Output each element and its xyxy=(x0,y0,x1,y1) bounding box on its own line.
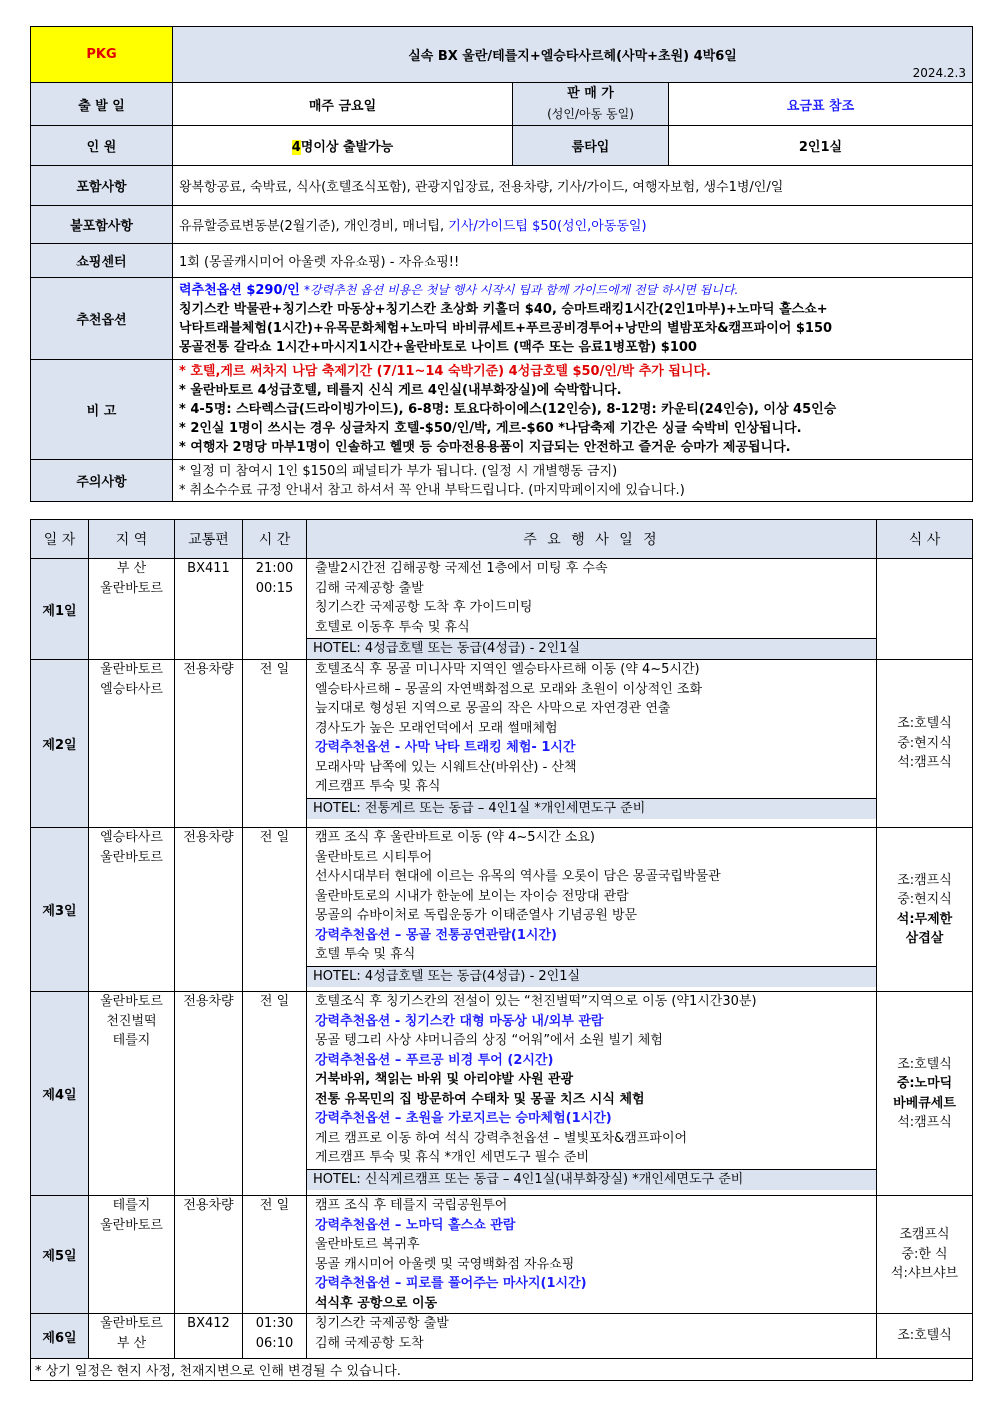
activity-line: 울란바토르 시티투어 xyxy=(315,849,433,865)
remark-value xyxy=(173,360,973,460)
activity-line: 강력추천옵션 - 사막 낙타 트래킹 체험- 1시간 xyxy=(315,740,576,755)
region-cell xyxy=(89,1196,175,1314)
price-value: 요금표 참조 xyxy=(669,83,973,126)
activity-line: 선사시대부터 현대에 이르는 유목의 역사를 오롯이 담은 몽골국립박물관 xyxy=(315,869,721,884)
col-header: 일 자 xyxy=(31,520,89,559)
region-name: 울란바토르 xyxy=(100,1217,163,1233)
hotel-info: HOTEL: 신식게르캠프 또는 동급 – 4인1실(내부화장실) *개인세면도구 준비 xyxy=(307,1169,876,1190)
people-label: 인 원 xyxy=(31,126,173,166)
option-label: 추천옵션 xyxy=(31,278,173,360)
col-header: 지 역 xyxy=(89,520,175,559)
activity-line: 몽골 캐시미어 아울렛 및 국영백화점 자유쇼핑 xyxy=(315,1256,575,1272)
time-value: 전 일 xyxy=(259,994,290,1009)
time-value: 전 일 xyxy=(259,830,290,845)
pkg-badge: PKG xyxy=(31,27,173,83)
transport-cell: 전용차량 xyxy=(175,660,243,828)
option-line: 낙타트래블체험(1시간)+유목문화체험+노마딕 바비큐세트+푸르공비경투어+낭만의 별밤포차&캠프파이어 $150 xyxy=(179,320,833,336)
meal-item: 조:호텔식 xyxy=(897,1056,952,1072)
meal-cell xyxy=(877,1314,973,1359)
caution-line: * 일정 미 참여시 1인 $150의 패널티가 부가 됩니다. (일정 시 개별행동 금지) xyxy=(179,463,618,479)
region-cell xyxy=(89,992,175,1196)
col-header: 주 요 행 사 일 정 xyxy=(307,520,877,559)
time-cell xyxy=(243,559,307,660)
exclude-value xyxy=(173,206,973,244)
schedule-table xyxy=(30,519,973,1381)
region-name: 울란바토르 xyxy=(100,662,163,677)
col-header: 식 사 xyxy=(877,520,973,559)
remark-line: * 울란바토르 4성급호텔, 테를지 신식 게르 4인실(내부화장실)에 숙박합니다. xyxy=(179,383,622,398)
region-name: 부 산 xyxy=(116,1335,147,1351)
transport-cell: 전용차량 xyxy=(175,828,243,992)
region-name: 테를지 xyxy=(112,1033,151,1048)
activity-line: 캠프 조식 후 테를지 국립공원투어 xyxy=(315,1198,508,1213)
activity-line: 캠프 조식 후 울란바트로 이동 (약 4~5시간 소요) xyxy=(315,830,595,845)
caution-label: 주의사항 xyxy=(31,460,173,502)
people-rest: 명이상 출발가능 xyxy=(300,140,394,155)
meal-item: 중:한 식 xyxy=(901,1246,948,1262)
meal-item: 석:캠프식 xyxy=(897,1115,952,1130)
activity-line: 모래사막 남쪽에 있는 시웨트산(바위산) - 산책 xyxy=(315,759,577,775)
col-header: 시 간 xyxy=(243,520,307,559)
day-label: 제5일 xyxy=(31,1196,89,1314)
day-label: 제4일 xyxy=(31,992,89,1196)
time-value: 전 일 xyxy=(259,662,290,677)
room-value: 2인1실 xyxy=(669,126,973,166)
meal-item: 중:현지식 xyxy=(897,735,952,751)
shop-value: 1회 (몽골캐시미어 아울렛 자유쇼핑) - 자유쇼핑!! xyxy=(173,244,973,278)
issue-date: 2024.2.3 xyxy=(912,66,966,80)
time-value: 21:00 xyxy=(255,561,294,576)
activity-line: 석식후 공항으로 이동 xyxy=(315,1295,438,1311)
day-label: 제6일 xyxy=(31,1314,89,1359)
activity-line: 게르캠프 투숙 및 휴식 xyxy=(315,779,441,794)
depart-label: 출 발 일 xyxy=(31,83,173,126)
activity-line: 울란바토르 복귀후 xyxy=(315,1237,420,1252)
activity-line: 몽골 텡그리 사상 샤머니즘의 상징 “어워”에서 소원 빌기 체험 xyxy=(315,1033,663,1048)
time-value: 06:10 xyxy=(255,1335,294,1351)
activity-line: 몽골의 슈바이처로 독립운동가 이태준열사 기념공원 방문 xyxy=(315,908,638,923)
meal-cell xyxy=(877,1196,973,1314)
transport-cell: 전용차량 xyxy=(175,992,243,1196)
page-title xyxy=(173,27,973,83)
region-cell xyxy=(89,1314,175,1359)
title-text: 실속 BX 울란/테를지+엘승타사르헤(사막+초원) 4박6일 xyxy=(408,49,737,64)
activity-line: 늪지대로 형성된 지역으로 몽골의 작은 사막으로 자연경관 연출 xyxy=(315,701,671,716)
activity-line: 강력추천옵션 – 푸르공 비경 투어 (2시간) xyxy=(315,1052,554,1068)
activity-cell xyxy=(307,1196,877,1314)
info-table xyxy=(30,26,973,502)
region-name: 부 산 xyxy=(116,561,147,576)
transport-cell: BX412 xyxy=(175,1314,243,1359)
people-value xyxy=(173,126,513,166)
hotel-info: HOTEL: 4성급호텔 또는 동급(4성급) - 2인1실 xyxy=(307,638,876,659)
meal-item: 석:캠프식 xyxy=(897,755,952,771)
region-name: 울란바토르 xyxy=(100,994,163,1009)
exclude-label: 불포함사항 xyxy=(31,206,173,244)
region-cell xyxy=(89,559,175,660)
time-cell xyxy=(243,992,307,1196)
transport-cell: BX411 xyxy=(175,559,243,660)
time-cell xyxy=(243,1314,307,1359)
time-value: 전 일 xyxy=(259,1198,290,1213)
meal-item: 바베큐세트 xyxy=(893,1095,956,1111)
option-header xyxy=(179,281,966,300)
day-label: 제3일 xyxy=(31,828,89,992)
remark-line: * 4-5명: 스타렉스급(드라이빙가이드), 6-8명: 토요다하이에스(12인승), 8-12명: 카운티(24인승), 이상 45인승 xyxy=(179,402,837,417)
remark-label: 비 고 xyxy=(31,360,173,460)
option-line: 몽골전통 갈라쇼 1시간+마시지1시간+울란바토로 나이트 (맥주 또는 음료1병포함) $100 xyxy=(179,339,697,355)
meal-item: 석:무제한 xyxy=(896,911,953,927)
day-row xyxy=(31,992,973,1196)
activity-line: 전통 유목민의 집 방문하여 수태차 및 몽골 치즈 시식 체험 xyxy=(315,1091,645,1107)
col-header: 교통편 xyxy=(175,520,243,559)
activity-line: 호텔조식 후 몽골 미니사막 지역인 엘승타사르해 이동 (약 4~5시간) xyxy=(315,662,700,677)
activity-line: 거북바위, 책읽는 바위 및 아리야발 사원 관광 xyxy=(315,1072,574,1087)
meal-item: 조캠프식 xyxy=(899,1227,950,1243)
region-name: 울란바토르 xyxy=(100,849,163,865)
time-cell xyxy=(243,828,307,992)
activity-line: 게르 캠프로 이동 하여 석식 강력추천옵션 – 별빛포차&캠프파이어 xyxy=(315,1130,688,1146)
activity-cell xyxy=(307,828,877,992)
time-cell xyxy=(243,1196,307,1314)
region-name: 울란바토르 xyxy=(100,580,163,596)
region-cell xyxy=(89,828,175,992)
meal-cell xyxy=(877,660,973,828)
activity-line: 강력추천옵션 – 노마딕 홀스쇼 관람 xyxy=(315,1217,516,1233)
meal-item: 중:노마딕 xyxy=(896,1076,953,1091)
time-value: 00:15 xyxy=(255,580,294,596)
activity-line: 엘승타사르해 – 몽골의 자연백화점으로 모래와 초원이 이상적인 조화 xyxy=(315,681,703,697)
time-value: 01:30 xyxy=(255,1316,294,1331)
day-row xyxy=(31,828,973,992)
include-value: 왕복항공료, 숙박료, 식사(호텔조식포함), 관광지입장료, 전용차량, 기사/가이드, 여행자보험, 생수1병/인/일 xyxy=(173,166,973,206)
price-sub: (성인/아동 동일) xyxy=(547,107,634,121)
activity-line: 호텔 투숙 및 휴식 xyxy=(315,947,416,962)
exclude-text: 유류할증료변동분(2월기준), 개인경비, 매너팁, xyxy=(179,219,449,234)
meal-item: 조:호텔식 xyxy=(897,1328,952,1344)
activity-line: 게르캠프 투숙 및 휴식 *개인 세면도구 필수 준비 xyxy=(315,1150,590,1165)
activity-cell xyxy=(307,559,877,660)
region-name: 울란바토르 xyxy=(100,1316,163,1331)
activity-cell xyxy=(307,1314,877,1359)
remark-line: * 2인실 1명이 쓰시는 경우 싱글차지 호텔-$50/인/박, 게르-$60 *나담축제 기간은 싱글 숙박비 인상됩니다. xyxy=(179,421,802,436)
hotel-info: HOTEL: 4성급호텔 또는 동급(4성급) - 2인1실 xyxy=(307,966,876,987)
option-value xyxy=(173,278,973,360)
activity-line: 김해 국제공항 도착 xyxy=(315,1335,424,1351)
meal-item: 조:호텔식 xyxy=(897,716,952,732)
activity-line: 강력추천옵션 - 칭기스칸 대형 마동상 내/외부 관람 xyxy=(315,1013,604,1029)
day-row xyxy=(31,1314,973,1359)
activity-cell xyxy=(307,660,877,828)
meal-item: 조:캠프식 xyxy=(897,872,952,888)
activity-line: 강력추천옵션 – 피로를 풀어주는 마사지(1시간) xyxy=(315,1276,587,1291)
meal-item: 중:현지식 xyxy=(897,892,952,907)
transport-cell: 전용차량 xyxy=(175,1196,243,1314)
activity-line: 출발2시간전 김해공항 국제선 1층에서 미팅 후 수속 xyxy=(315,561,608,576)
region-cell xyxy=(89,660,175,828)
activity-line: 울란바토로의 시내가 한눈에 보이는 자이승 전망대 관람 xyxy=(315,888,629,904)
region-name: 천진벌떡 xyxy=(106,1013,157,1029)
activity-line: 강력추천옵션 – 몽골 전통공연관람(1시간) xyxy=(315,927,557,943)
people-num: 4 xyxy=(291,140,301,155)
shop-label: 쇼핑센터 xyxy=(31,244,173,278)
activity-cell xyxy=(307,992,877,1196)
room-label: 룸타입 xyxy=(513,126,669,166)
day-label: 제2일 xyxy=(31,660,89,828)
price-label-text: 판 매 가 xyxy=(567,86,614,101)
caution-value xyxy=(173,460,973,502)
option-price: 력추천옵션 $290/인 xyxy=(179,282,300,298)
remark-line: * 여행자 2명당 마부1명이 인솔하고 헬맷 등 승마전용용품이 지급되는 안전하고 즐거운 승마가 제공됩니다. xyxy=(179,440,791,455)
day-label: 제1일 xyxy=(31,559,89,660)
meal-item: 석:샤브샤브 xyxy=(890,1266,959,1282)
remark-red: * 호텔,게르 써차지 나담 축제기간 (7/11~14 숙박기준) 4성급호텔 $50/인/박 추가 됩니다. xyxy=(179,364,711,379)
exclude-tip: 기사/가이드팁 $50(성인,아동동일) xyxy=(448,219,647,234)
region-name: 엘승타사르 xyxy=(100,681,163,697)
meal-item: 삼겹살 xyxy=(905,931,944,946)
activity-line: 호텔로 이동후 투숙 및 휴식 xyxy=(315,619,470,635)
meal-cell xyxy=(877,559,973,660)
day-row xyxy=(31,660,973,828)
meal-cell xyxy=(877,828,973,992)
activity-line: 경사도가 높은 모래언덕에서 모래 썰매체험 xyxy=(315,720,558,736)
price-label xyxy=(513,83,669,126)
day-row xyxy=(31,1196,973,1314)
activity-line: 칭기스칸 국제공항 도착 후 가이드미팅 xyxy=(315,600,533,615)
include-label: 포함사항 xyxy=(31,166,173,206)
depart-value: 매주 금요일 xyxy=(173,83,513,126)
footnote: * 상기 일정은 현지 사정, 천재지변으로 인해 변경될 수 있습니다. xyxy=(31,1359,973,1381)
option-line: 칭기스칸 박물관+칭기스칸 마동상+칭기스칸 초상화 키홀더 $40, 승마트래킹1시간(2인1마부)+노마딕 홀스쇼+ xyxy=(179,301,828,317)
hotel-info: HOTEL: 전통게르 또는 동급 – 4인1실 *개인세면도구 준비 xyxy=(307,798,876,819)
region-name: 엘승타사르 xyxy=(100,830,163,845)
time-cell xyxy=(243,660,307,828)
activity-line: 김해 국제공항 출발 xyxy=(315,580,424,596)
activity-line: 칭기스칸 국제공항 출발 xyxy=(315,1316,449,1331)
activity-line: 강력추천옵션 – 초원을 가로지르는 승마체험(1시간) xyxy=(315,1111,612,1126)
option-note: *강력추천 옵션 비용은 첫날 행사 시작시 팁과 함께 가이드에게 전달 하시면 됩니다. xyxy=(303,282,739,297)
activity-line: 호텔조식 후 칭기스칸의 전설이 있는 “천진벌떡”지역으로 이동 (약1시간30분) xyxy=(315,994,757,1009)
day-row xyxy=(31,559,973,660)
meal-cell xyxy=(877,992,973,1196)
caution-line: * 취소수수료 규정 안내서 참고 하셔서 꼭 안내 부탁드립니다. (마지막페이지에 있습니다.) xyxy=(179,482,685,498)
region-name: 테를지 xyxy=(112,1198,151,1213)
